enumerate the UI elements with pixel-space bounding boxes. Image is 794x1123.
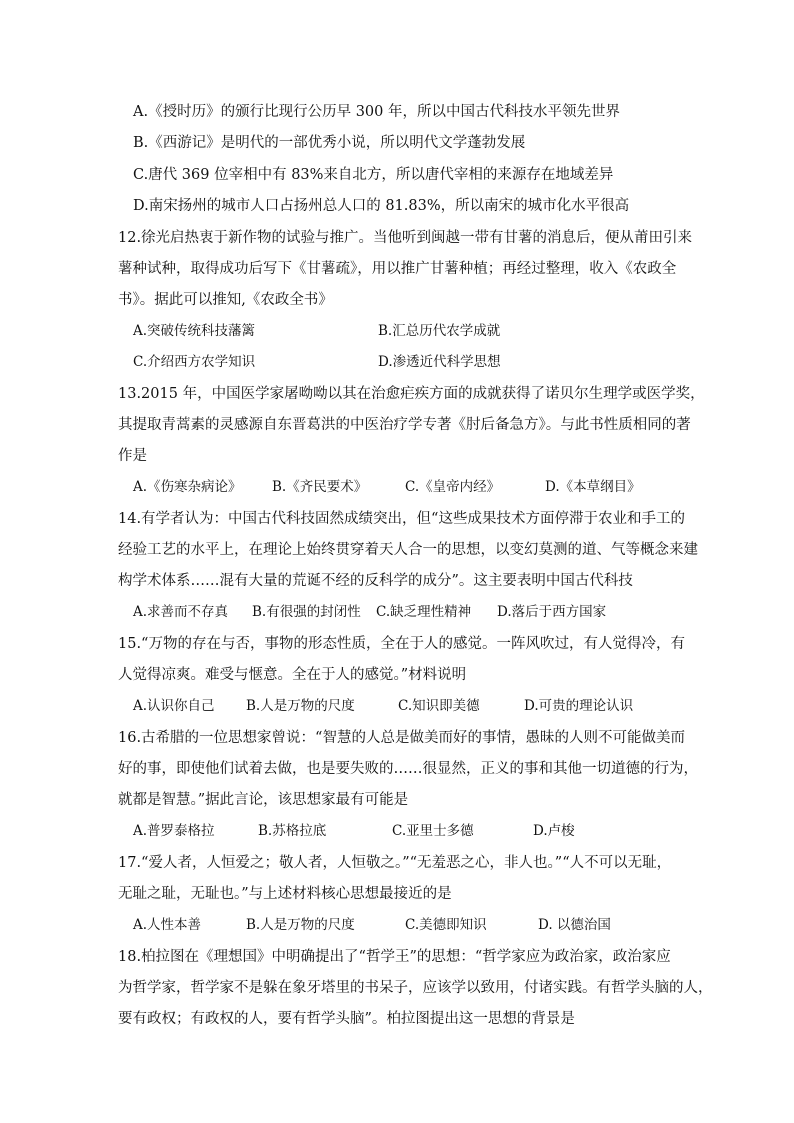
q17-option-d: D. 以德治国 <box>538 917 611 933</box>
q11-option-d: D.南宋扬州的城市人口占扬州总人口的 81.83%，所以南宋的城市化水平很高 <box>133 198 630 214</box>
q11-option-a: A.《授时历》的颁行比现行公历早 300 年，所以中国古代科技水平领先世界 <box>133 104 620 120</box>
q13-stem-line-2: 其提取青蒿素的灵感源自东晋葛洪的中医治疗学专著《肘后备急方》。与此书性质相同的著 <box>118 417 691 433</box>
q17-stem-line-1: 17.“爱人者，人恒爱之；敬人者，人恒敬之。”“无羞恶之心，非人也。”“人不可以无耻， <box>118 855 672 871</box>
q13-option-c: C.《皇帝内经》 <box>405 479 501 495</box>
q16-option-d: D.卢梭 <box>533 823 575 839</box>
q13-stem-line-1: 13.2015 年，中国医学家屠呦呦以其在治愈疟疾方面的成就获得了诺贝尔生理学或医学奖， <box>118 386 705 402</box>
q17-option-c: C.美德即知识 <box>405 917 487 933</box>
q14-option-d: D.落后于西方国家 <box>497 604 607 620</box>
q16-stem-line-1: 16.古希腊的一位思想家曾说：“智慧的人总是做美而好的事情，愚昧的人则不可能做美而 <box>118 730 685 746</box>
q17-option-a: A.人性本善 <box>133 917 202 933</box>
q15-option-d: D.可贵的理论认识 <box>524 698 634 714</box>
q13-option-a: A.《伤寒杂病论》 <box>133 479 242 495</box>
q15-stem-line-2: 人觉得凉爽。难受与惬意。全在于人的感觉。”材料说明 <box>118 667 467 683</box>
q14-stem-line-1: 14.有学者认为：中国古代科技固然成绩突出，但“这些成果技术方面停滞于农业和手工的 <box>118 511 685 527</box>
q16-stem-line-3: 就都是智慧。”据此言论，该思想家最有可能是 <box>118 792 409 808</box>
q12-option-d: D.渗透近代科学思想 <box>378 354 501 370</box>
q12-option-a: A.突破传统科技藩篱 <box>133 323 256 339</box>
q14-option-b: B.有很强的封闭性 <box>252 604 361 620</box>
q12-stem-line-2: 薯种试种，取得成功后写下《甘薯疏》，用以推广甘薯种植；再经过整理，收入《农政全 <box>118 261 677 277</box>
q14-option-a: A.求善而不存真 <box>133 604 229 620</box>
q11-option-c: C.唐代 369 位宰相中有 83%来自北方，所以唐代宰相的来源存在地域差异 <box>133 167 614 183</box>
q13-stem-line-3: 作是 <box>118 448 147 464</box>
q14-stem-line-3: 构学术体系……混有大量的荒诞不经的反科学的成分”。这主要表明中国古代科技 <box>118 573 633 589</box>
q12-option-b: B.汇总历代农学成就 <box>378 323 501 339</box>
q11-option-b: B.《西游记》是明代的一部优秀小说，所以明代文学蓬勃发展 <box>133 135 526 151</box>
q17-stem-line-2: 无耻之耻，无耻也。”与上述材料核心思想最接近的是 <box>118 886 452 902</box>
q16-stem-line-2: 好的事，即使他们试着去做，也是要失败的……很显然，正义的事和其他一切道德的行为， <box>118 761 698 777</box>
q13-option-d: D.《本草纲目》 <box>545 479 641 495</box>
q15-option-b: B.人是万物的尺度 <box>246 698 355 714</box>
q16-option-a: A.普罗泰格拉 <box>133 823 215 839</box>
q18-stem-line-1: 18.柏拉图在《理想国》中明确提出了“哲学王”的思想：“哲学家应为政治家，政治家应 <box>118 949 671 965</box>
q15-option-c: C.知识即美德 <box>398 698 480 714</box>
q15-option-a: A.认识你自己 <box>133 698 215 714</box>
q18-stem-line-3: 要有政权；有政权的人，要有哲学头脑”。柏拉图提出这一思想的背景是 <box>118 1011 575 1027</box>
q14-option-c: C.缺乏理性精神 <box>376 604 472 620</box>
q14-stem-line-2: 经验工艺的水平上，在理论上始终贯穿着天人合一的思想，以变幻莫测的道、气等概念来建 <box>118 542 698 558</box>
q17-option-b: B.人是万物的尺度 <box>246 917 355 933</box>
q16-option-c: C.亚里士多德 <box>392 823 474 839</box>
q18-stem-line-2: 为哲学家，哲学家不是躲在象牙塔里的书呆子，应该学以致用，付诸实践。有哲学头脑的人， <box>118 980 713 996</box>
q16-option-b: B.苏格拉底 <box>258 823 327 839</box>
q12-stem-line-3: 书》。据此可以推知,《农政全书》 <box>118 292 333 308</box>
q12-stem-line-1: 12.徐光启热衷于新作物的试验与推广。当他听到闽越一带有甘薯的消息后，便从莆田引来 <box>118 230 693 246</box>
q12-option-c: C.介绍西方农学知识 <box>133 354 256 370</box>
q15-stem-line-1: 15.“万物的存在与否，事物的形态性质，全在于人的感觉。一阵风吹过，有人觉得冷，有 <box>118 636 685 652</box>
q13-option-b: B.《齐民要术》 <box>272 479 368 495</box>
